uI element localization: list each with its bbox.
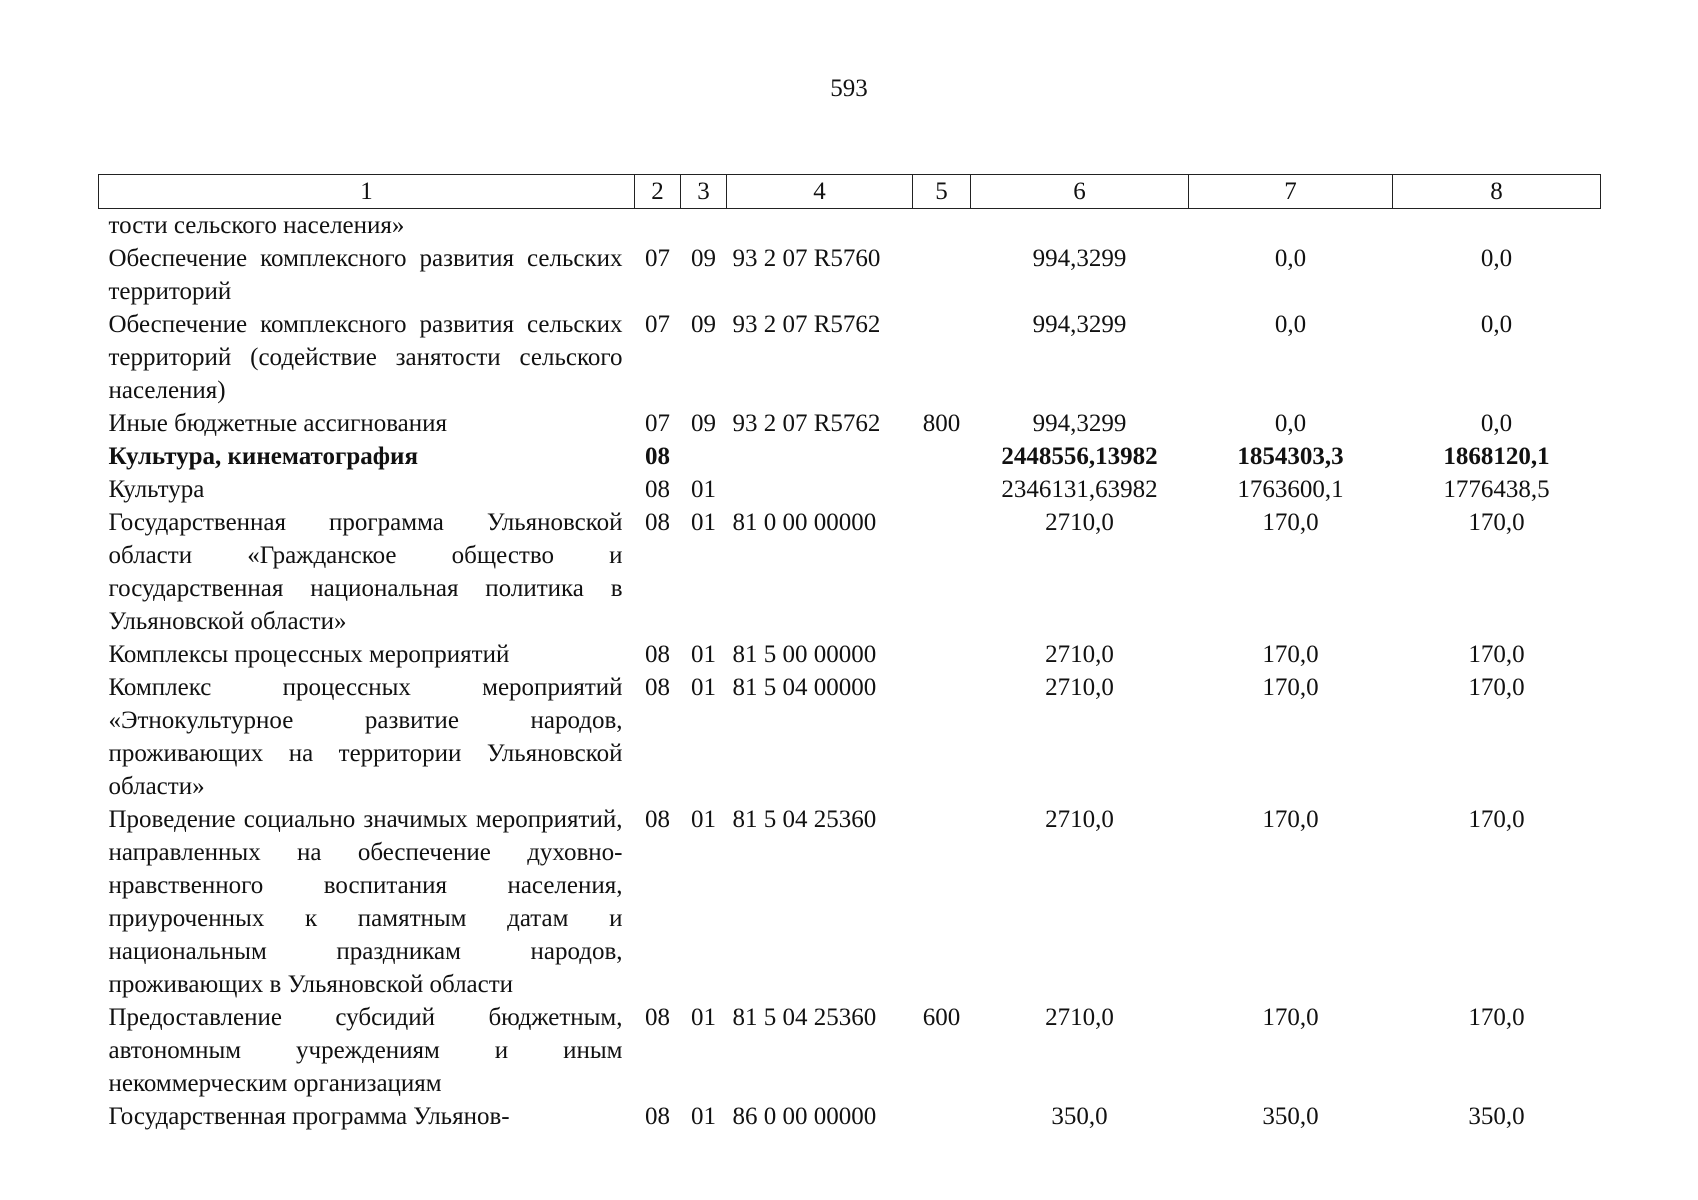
header-col-4: 4 [727,175,913,209]
table-header-row [99,175,1601,209]
row-amount-3-cell: 170,0 [1468,674,1525,701]
header-col-5: 5 [913,175,971,209]
row-target-code-cell [727,473,913,506]
table-body [99,209,1601,1134]
row-name-cell: Иные бюджетные ассигнования [108,410,448,437]
row-expense-type-cell: 600 [922,1004,961,1031]
row-amount-2-cell: 170,0 [1262,509,1319,536]
row-target-code-cell: 93 2 07 R5760 [732,245,881,272]
row-name-cell: Культура, кинематография [108,443,418,470]
row-amount-3-cell: 0,0 [1480,410,1513,437]
row-name-cell: Культура [108,476,205,503]
row-amount-2-cell: 1854303,3 [1237,443,1344,470]
row-amount-3-cell: 350,0 [1468,1103,1525,1130]
table-row [99,671,1601,803]
row-amount-1-cell: 2448556,13982 [1001,443,1158,470]
row-target-code-cell: 81 0 00 00000 [732,509,877,536]
row-section-cell: 08 [645,509,670,536]
row-name-cell: Предоставление субсидий бюджетным, автономным учреждениям и иным некоммерческим организациям [108,1004,623,1097]
row-amount-1-cell: 2710,0 [1045,674,1114,701]
row-target-code-cell: 81 5 04 25360 [732,806,877,833]
row-amount-3-cell: 170,0 [1468,509,1525,536]
row-subsection-cell: 01 [691,1103,716,1130]
header-col-2: 2 [635,175,681,209]
row-amount-1-cell: 994,3299 [1032,410,1127,437]
row-section-cell: 08 [645,641,670,668]
row-target-code-cell [727,209,913,243]
page-number: 593 [830,75,868,102]
row-expense-type-cell [913,506,971,638]
budget-table [98,174,1601,1133]
row-amount-2-cell: 350,0 [1262,1103,1319,1130]
row-expense-type-cell [913,671,971,803]
row-amount-3-cell: 170,0 [1468,641,1525,668]
row-section-cell: 08 [645,1103,670,1130]
row-amount-2-cell: 0,0 [1274,410,1307,437]
row-expense-type-cell [913,209,971,243]
row-expense-type-cell [913,242,971,308]
row-subsection-cell [681,440,727,473]
row-section-cell: 08 [645,443,670,470]
row-expense-type-cell [913,1100,971,1133]
row-amount-2-cell: 170,0 [1262,641,1319,668]
row-name-cell: Комплекс процессных мероприятий «Этнокультурное развитие народов, проживающих на территории Ульяновской области» [108,674,623,800]
row-target-code-cell: 81 5 00 00000 [732,641,877,668]
row-subsection-cell: 01 [691,641,716,668]
row-subsection-cell: 01 [691,509,716,536]
row-section-cell: 07 [645,245,670,272]
row-target-code-cell: 93 2 07 R5762 [732,311,881,338]
row-amount-3-cell: 0,0 [1480,245,1513,272]
row-name-cell: тости сельского населения» [108,212,405,239]
header-col-1: 1 [99,175,635,209]
table-row [99,1100,1601,1133]
row-target-code-cell: 81 5 04 25360 [732,1004,877,1031]
row-section-cell: 07 [645,311,670,338]
row-subsection-cell: 01 [691,476,716,503]
row-name-cell: Государственная программа Ульянов- [108,1103,510,1130]
row-expense-type-cell [913,308,971,407]
row-subsection-cell: 01 [691,806,716,833]
row-name-cell: Проведение социально значимых мероприятий, направленных на обеспечение духовно-нравственного воспитания населения, приуроченных к памятным датам и национальным праздникам народов, проживающих в Ульяновской области [108,806,623,998]
row-amount-3-cell: 1868120,1 [1443,443,1550,470]
header-col-8: 8 [1393,175,1601,209]
row-amount-3-cell: 170,0 [1468,1004,1525,1031]
row-amount-1-cell: 2346131,63982 [1001,476,1158,503]
table-row [99,638,1601,671]
table-row [99,803,1601,1001]
row-amount-1-cell: 350,0 [1051,1103,1108,1130]
row-target-code-cell [727,440,913,473]
row-expense-type-cell [913,638,971,671]
row-amount-3-cell: 170,0 [1468,806,1525,833]
row-amount-1-cell: 2710,0 [1045,509,1114,536]
row-amount-3-cell [1393,209,1601,243]
table-row [99,440,1601,473]
row-amount-2-cell: 170,0 [1262,1004,1319,1031]
row-amount-1-cell: 2710,0 [1045,806,1114,833]
header-col-7: 7 [1189,175,1393,209]
row-amount-1-cell [971,209,1189,243]
row-target-code-cell: 93 2 07 R5762 [732,410,881,437]
row-name-cell: Комплексы процессных мероприятий [108,641,510,668]
row-amount-1-cell: 994,3299 [1032,311,1127,338]
row-expense-type-cell [913,440,971,473]
row-section-cell: 08 [645,476,670,503]
row-amount-2-cell: 170,0 [1262,806,1319,833]
row-amount-2-cell: 1763600,1 [1237,476,1344,503]
row-amount-2-cell [1189,209,1393,243]
row-section-cell: 08 [645,1004,670,1031]
row-section-cell: 08 [645,806,670,833]
row-name-cell: Обеспечение комплексного развития сельских территорий [108,245,623,305]
row-amount-1-cell: 2710,0 [1045,641,1114,668]
row-amount-3-cell: 1776438,5 [1443,476,1550,503]
row-subsection-cell: 01 [691,674,716,701]
header-col-6: 6 [971,175,1189,209]
row-target-code-cell: 86 0 00 00000 [732,1103,877,1130]
row-target-code-cell: 81 5 04 00000 [732,674,877,701]
table-row [99,506,1601,638]
row-subsection-cell: 09 [691,311,716,338]
row-amount-1-cell: 994,3299 [1032,245,1127,272]
table-row [99,308,1601,407]
table-row [99,209,1601,243]
row-subsection-cell: 09 [691,410,716,437]
table-row [99,1001,1601,1100]
row-section-cell: 07 [645,410,670,437]
row-section-cell [635,209,681,243]
header-col-3: 3 [681,175,727,209]
table-row [99,473,1601,506]
row-section-cell: 08 [645,674,670,701]
row-subsection-cell: 09 [691,245,716,272]
table-row [99,242,1601,308]
row-amount-2-cell: 0,0 [1274,311,1307,338]
row-amount-1-cell: 2710,0 [1045,1004,1114,1031]
row-expense-type-cell: 800 [922,410,961,437]
row-expense-type-cell [913,473,971,506]
row-amount-3-cell: 0,0 [1480,311,1513,338]
row-amount-2-cell: 0,0 [1274,245,1307,272]
row-subsection-cell [681,209,727,243]
table-row [99,407,1601,440]
row-name-cell: Государственная программа Ульяновской области «Гражданское общество и государственная национальная политика в Ульяновской области» [108,509,623,635]
row-amount-2-cell: 170,0 [1262,674,1319,701]
row-subsection-cell: 01 [691,1004,716,1031]
row-expense-type-cell [913,803,971,1001]
row-name-cell: Обеспечение комплексного развития сельских территорий (содействие занятости сельского населения) [108,311,623,404]
